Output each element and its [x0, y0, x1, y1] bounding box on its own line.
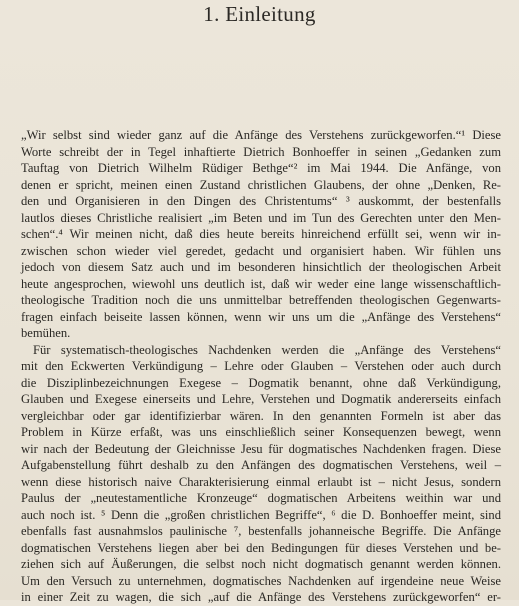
text-line: bemühen. [21, 326, 71, 340]
text-line: Problem in Kürze erfaßt, was uns einschließlich seiner Konsequenzen bewegt, wenn [21, 425, 501, 439]
text-line: Paulus der „neutestamentliche Kronzeuge“ dogmatischen Arbeitens weithin war und [21, 491, 501, 505]
text-line: heute angesprochen, wiewohl uns deutlich ist, daß wir weder eine lange wissenschaftlich- [21, 276, 501, 291]
text-line: vergleichbar oder gar identifizierbar wären. In den genannten Formeln ist aber das [21, 408, 501, 423]
text-line: in einer Zeit zu wagen, die sich „auf die Anfänge des Verstehens zurückgeworfen“ er- [21, 590, 501, 604]
text-line: die Disziplinbezeichnungen Exegese – Dogmatik benannt, ohne daß Verkündigung, [21, 375, 501, 390]
text-line: fragen einfach beiseite lassen können, wenn wir uns um die „Anfänge des Verstehens“ [21, 309, 501, 324]
text-line: ziehen sich auf Äußerungen, die selbst noch nicht dogmatisch genannt werden können. [21, 557, 501, 571]
body-text [21, 127, 501, 606]
text-line: Um den Versuch zu unternehmen, dogmatisches Nachdenken auf irgendeine neue Weise [21, 573, 501, 588]
text-line: schen“.⁴ Wir meinen nicht, daß dies heute bereits hinreichend erfüllt sei, wenn wir in- [21, 227, 501, 241]
chapter-title: 1. Einleitung [203, 2, 316, 26]
text-line: zwischen schon wieder viel geredet, gedacht und organisiert haben. Wir fühlen uns [21, 243, 501, 258]
text-line: lautlos dieses Christliche realisiert „im Beten und im Tun des Gerechten unter den Men- [21, 210, 501, 225]
paragraph-2 [21, 342, 501, 606]
paragraph-1 [21, 127, 501, 342]
text-line: ebenfalls fast ausnahmslos paulinische ⁷, bestenfalls johanneische Begriffe. Die Anfänge [21, 524, 501, 538]
text-line: Für systematisch-theologisches Nachdenken werden die „Anfänge des Verstehens“ [33, 342, 501, 357]
text-line: theologische Tradition noch die uns unmittelbar betreffenden theologischen Gegenwarts- [21, 293, 501, 307]
text-line: Tauftag von Dietrich Wilhelm Rüdiger Bethge“² im Mai 1944. Die Anfänge, von [21, 161, 501, 175]
text-line: Glauben und Exegese einerseits und Lehre, Verstehen und Dogmatik andererseits einfach [21, 392, 501, 406]
text-line: Worte schreibt der in Tegel inhaftierte Dietrich Bonhoeffer in seinen „Gedanken zum [21, 144, 501, 159]
text-line: jedoch von diesem Satz auch und im besonderen hinsichtlich der theologischen Arbeit [21, 260, 501, 274]
text-line: „Wir selbst sind wieder ganz auf die Anfänge des Verstehens zurückgeworfen.“¹ Diese [21, 128, 501, 142]
text-line: dogmatischen Verstehens liegen aber bei den Bedingungen für dieses Verstehen und be- [21, 540, 501, 555]
text-line: wir nach der Bedeutung der Gleichnisse Jesu für dogmatisches Nachdenken fragen. Diese [21, 441, 501, 456]
text-line: den und Organisieren in den Dingen des Christentums“ ³ auskommt, der bestenfalls [21, 194, 501, 208]
text-line: auch noch ist. ⁵ Denn die „großen christlichen Begriffe“, ⁶ die D. Bonhoeffer meint, sind [21, 507, 501, 522]
text-line: wenn diese historisch naive Charakterisierung einmal erlaubt ist – nicht Jesus, sondern [21, 474, 501, 489]
text-line: Aufgabenstellung führt deshalb zu den Anfängen des dogmatischen Verstehens, weil – [21, 458, 501, 472]
text-line: denen er spricht, meinen einen Zustand christlichen Glaubens, der ohne „Denken, Re- [21, 177, 501, 192]
text-line: mit den Eckwerten Verkündigung – Lehre oder Glauben – Verstehen oder auch durch [21, 359, 501, 373]
